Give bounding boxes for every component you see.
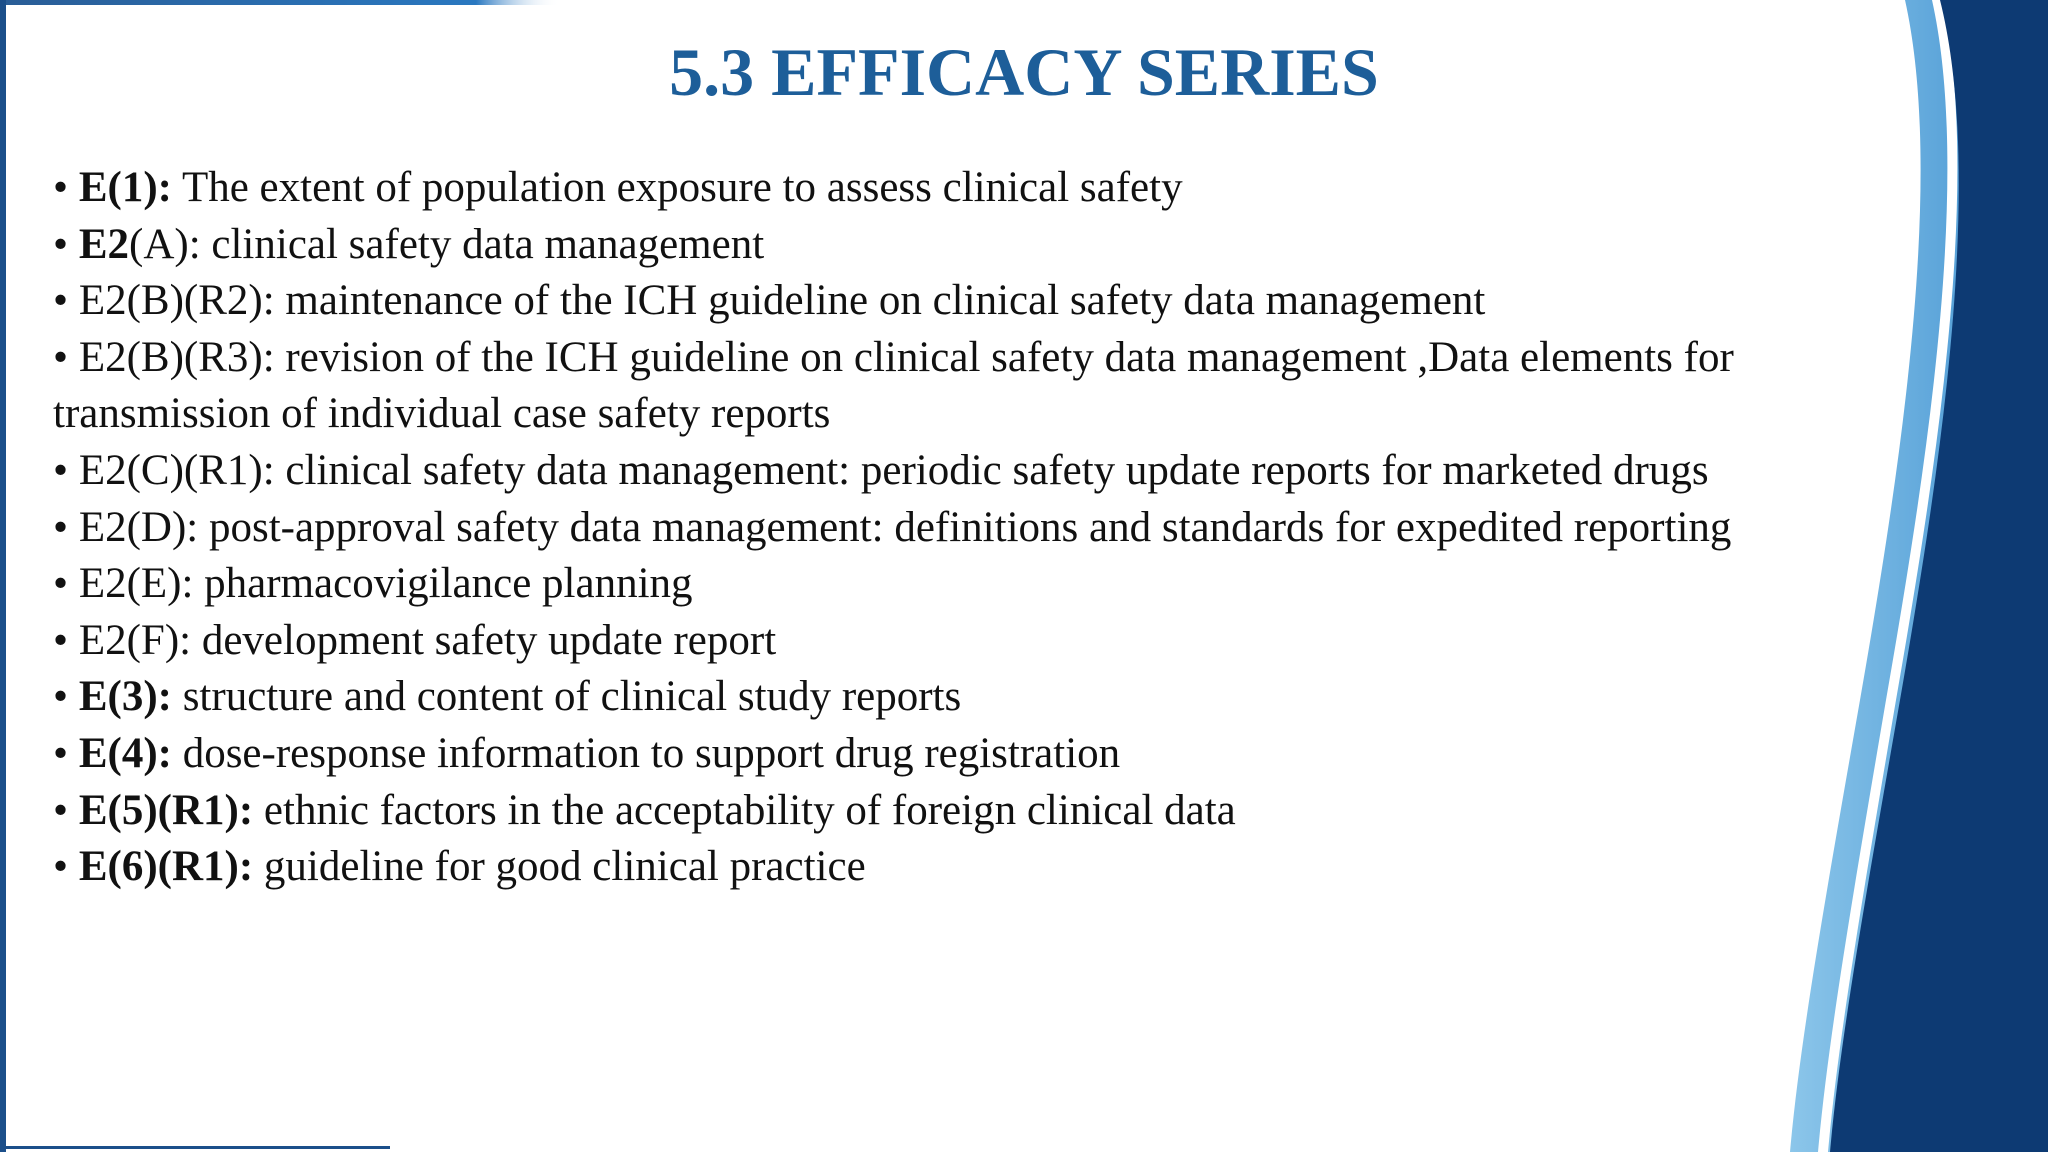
bullet-glyph: • bbox=[53, 220, 79, 268]
list-item bbox=[53, 783, 1793, 840]
item-description: (A): clinical safety data management bbox=[129, 220, 765, 268]
bullet-glyph: • bbox=[53, 729, 79, 777]
item-code: E(6)(R1): bbox=[78, 843, 254, 891]
list-item bbox=[53, 839, 1793, 896]
bullet-glyph: • bbox=[53, 333, 79, 381]
bullet-glyph: • bbox=[53, 786, 79, 834]
top-accent-bar bbox=[0, 0, 560, 5]
item-code: E(4): bbox=[78, 729, 172, 777]
item-description: E2(D): post-approval safety data management: definitions and standards for expedited reporting bbox=[78, 503, 1732, 551]
item-code: E(5)(R1): bbox=[78, 786, 254, 834]
item-code: E2 bbox=[78, 220, 129, 268]
bottom-accent-bar bbox=[0, 1146, 390, 1149]
bullet-glyph: • bbox=[53, 673, 79, 721]
item-code: E(3): bbox=[78, 673, 172, 721]
list-item bbox=[53, 443, 1793, 500]
list-item bbox=[53, 500, 1793, 557]
list-item bbox=[53, 330, 1793, 443]
bullet-glyph: • bbox=[53, 843, 79, 891]
bullet-glyph: • bbox=[53, 277, 79, 325]
guideline-list bbox=[53, 160, 1793, 896]
bullet-glyph: • bbox=[53, 503, 79, 551]
item-description: dose-response information to support drug registration bbox=[182, 729, 1121, 777]
bullet-glyph: • bbox=[53, 446, 79, 494]
list-item bbox=[53, 613, 1793, 670]
item-description: E2(C)(R1): clinical safety data management: periodic safety update reports for marketed drugs bbox=[78, 446, 1709, 494]
item-description: E2(B)(R3): revision of the ICH guideline on clinical safety data management ,Data elements for transmission of individual case safety reports bbox=[53, 333, 1734, 438]
item-description: E2(E): pharmacovigilance planning bbox=[78, 560, 693, 608]
list-item bbox=[53, 160, 1793, 217]
item-description: structure and content of clinical study reports bbox=[182, 673, 962, 721]
list-item bbox=[53, 217, 1793, 274]
list-item bbox=[53, 726, 1793, 783]
bullet-glyph: • bbox=[53, 616, 79, 664]
bullet-glyph: • bbox=[53, 560, 79, 608]
item-code: E(1): bbox=[78, 164, 172, 211]
list-item bbox=[53, 273, 1793, 330]
item-description: The extent of population exposure to assess clinical safety bbox=[181, 164, 1183, 211]
item-description: E2(B)(R2): maintenance of the ICH guideline on clinical safety data management bbox=[78, 277, 1486, 325]
list-item bbox=[53, 669, 1793, 726]
bullet-glyph: • bbox=[53, 164, 79, 211]
item-description: E2(F): development safety update report bbox=[78, 616, 777, 664]
item-description: ethnic factors in the acceptability of foreign clinical data bbox=[263, 786, 1236, 834]
item-description: guideline for good clinical practice bbox=[263, 843, 866, 891]
page-title: 5.3 EFFICACY SERIES bbox=[669, 34, 1379, 110]
left-edge-bar bbox=[0, 0, 6, 1152]
list-item bbox=[53, 556, 1793, 613]
